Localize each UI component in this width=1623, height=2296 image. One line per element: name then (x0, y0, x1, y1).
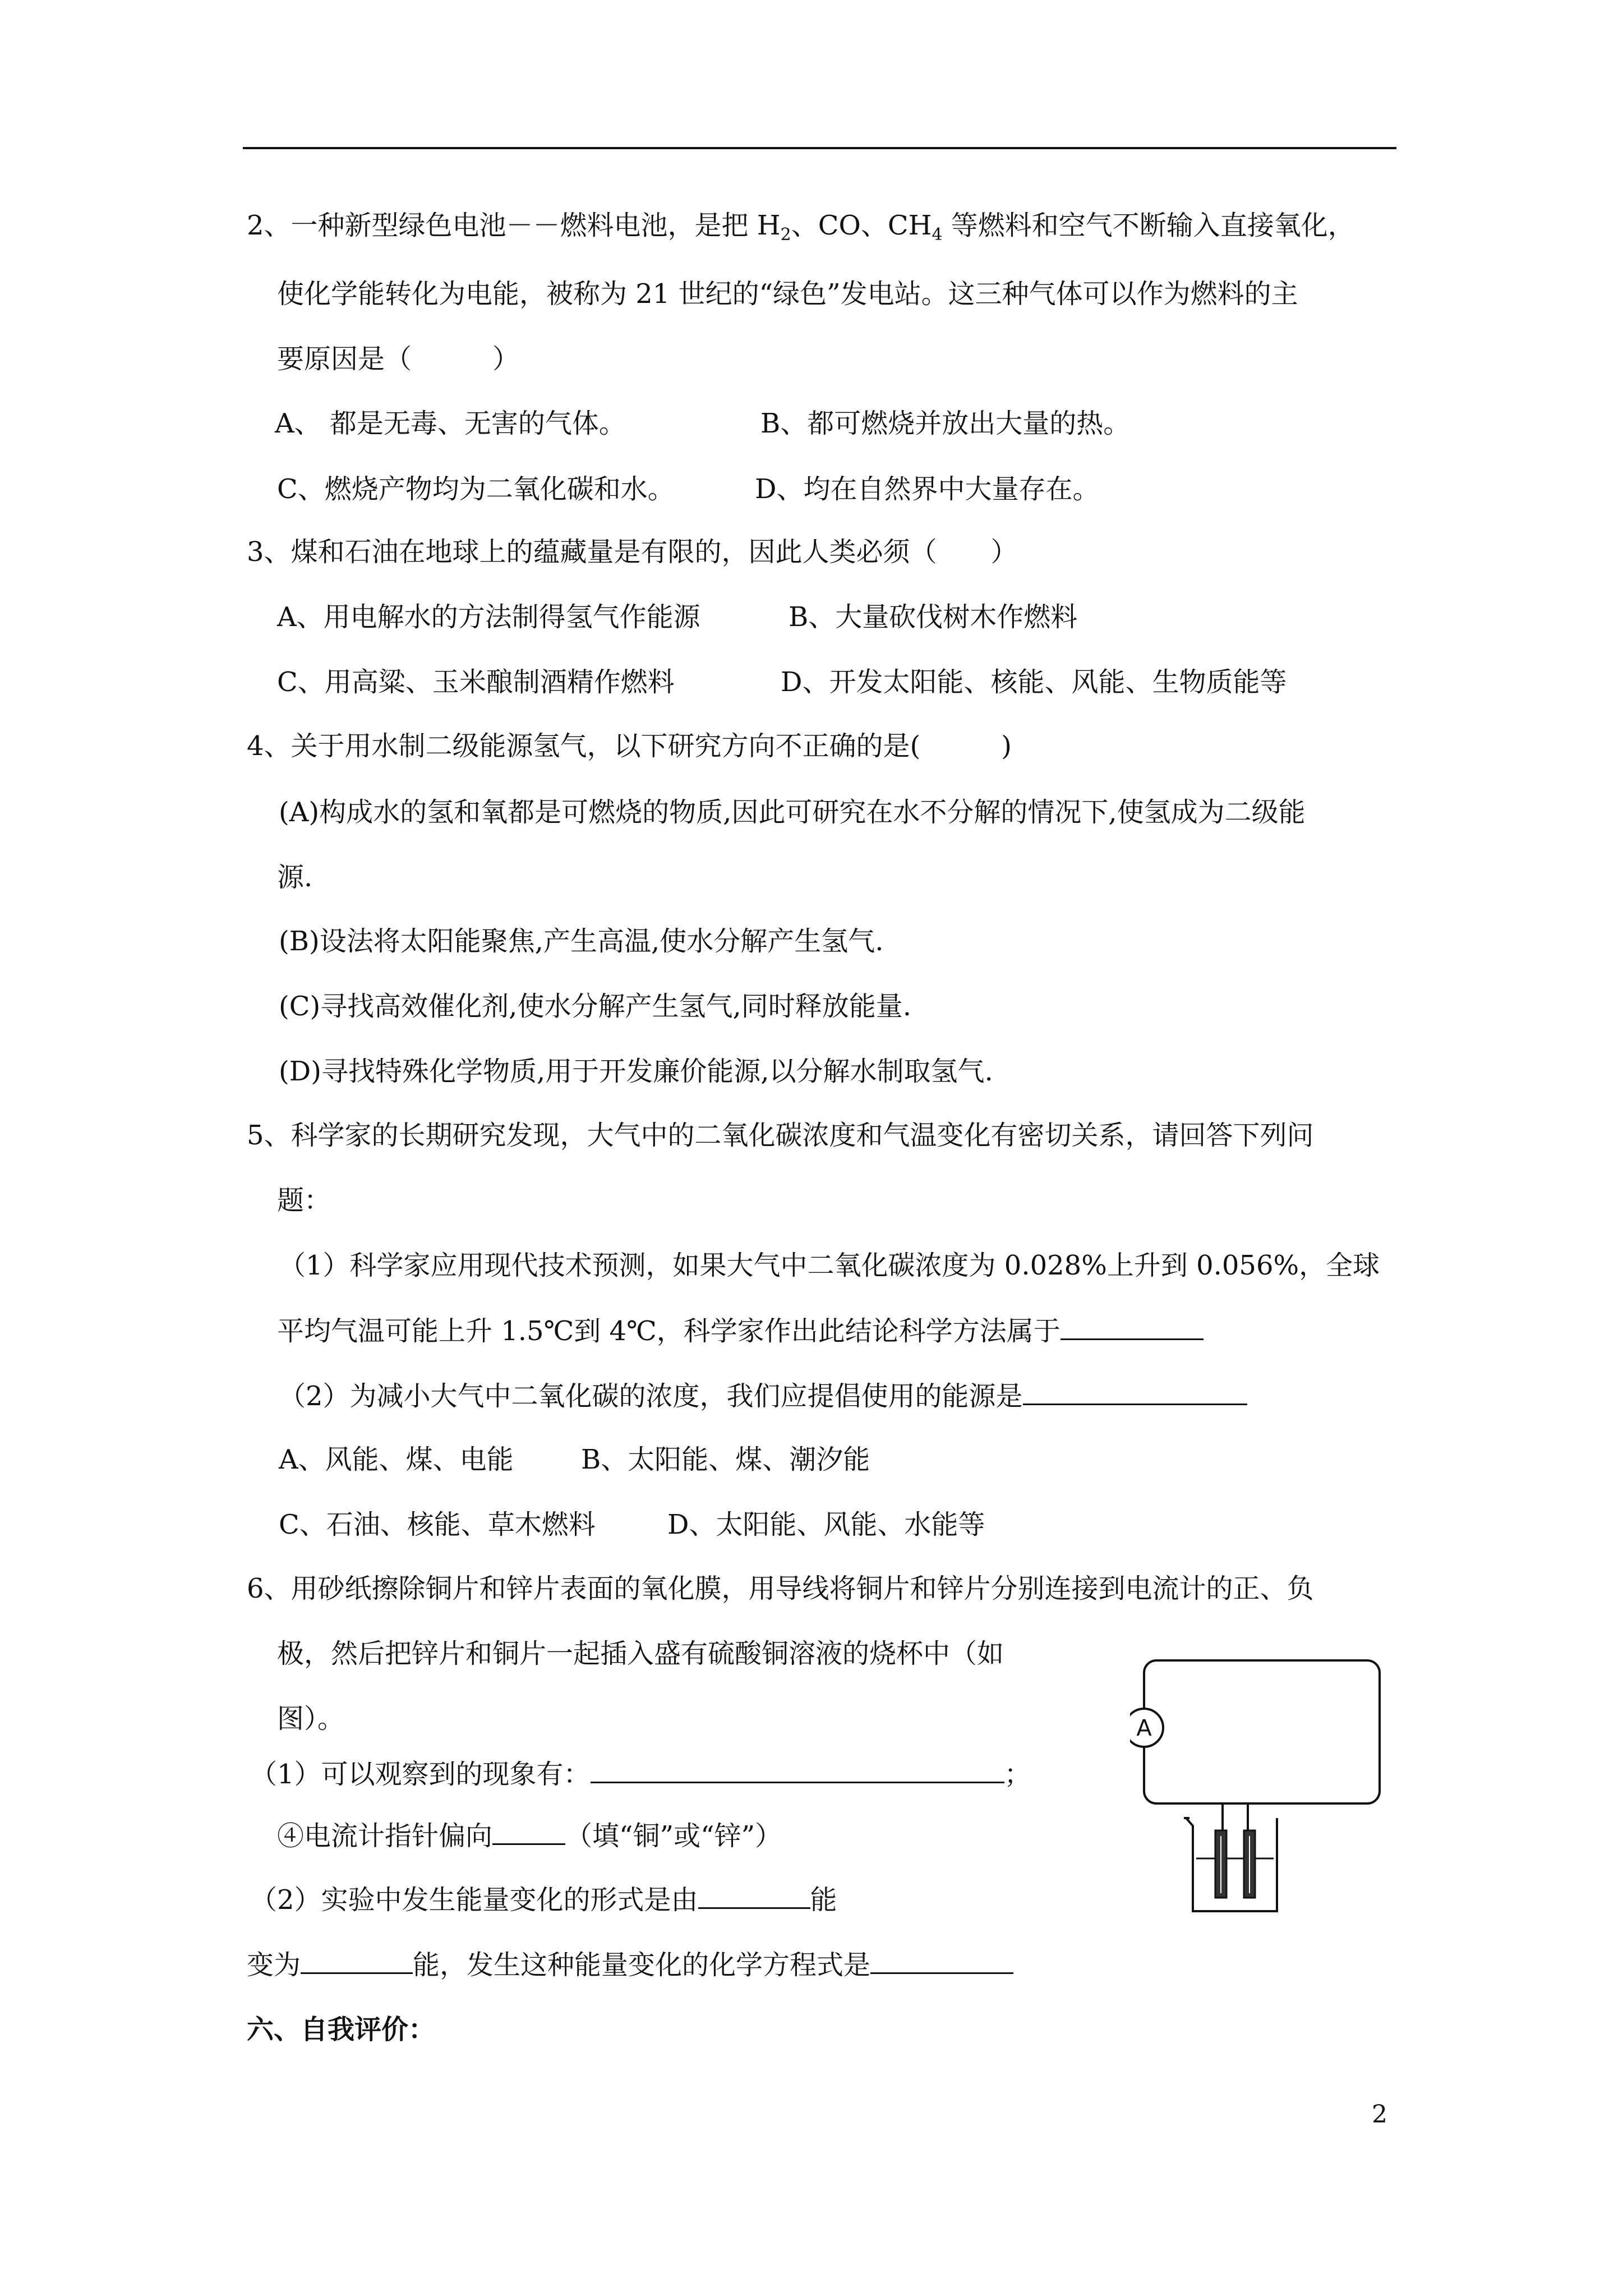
q6-part2-line-1: （2）实验中发生能量变化的形式是由 能 (250, 1883, 837, 1917)
ammeter-label: A (1136, 1715, 1152, 1741)
q5-option-d: D、太阳能、风能、水能等 (667, 1509, 985, 1540)
q4-option-a-line-2: 源. (277, 862, 313, 893)
circuit-diagram (1130, 1652, 1388, 1916)
q2-line-1: 2、一种新型绿色电池－－燃料电池，是把 $H_2$、CO、$CH_4$ 等燃料和空气不断输入直接氧化， (247, 210, 1355, 245)
q2-line-2: 使化学能转化为电能，被称为 21 世纪的“绿色”发电站。这三种气体可以作为燃料的主 (277, 278, 1298, 310)
answer-blank[interactable] (870, 1948, 1013, 1974)
beaker-icon (1186, 1818, 1277, 1911)
answer-blank[interactable] (698, 1883, 810, 1909)
q2-option-a: A、 都是无毒、无害的气体。 (275, 408, 626, 439)
answer-blank[interactable] (1061, 1314, 1204, 1340)
q4-option-b: (B)设法将太阳能聚焦,产生高温,使水分解产生氢气. (279, 926, 884, 957)
answer-blank[interactable] (1023, 1379, 1247, 1405)
q4-option-c: (C)寻找高效催化剂,使水分解产生氢气,同时释放能量. (279, 991, 911, 1022)
q3-option-d: D、开发太阳能、核能、风能、生物质能等 (781, 666, 1287, 698)
answer-blank[interactable] (591, 1757, 1004, 1783)
q6-stem-line-2: 极，然后把锌片和铜片一起插入盛有硫酸铜溶液的烧杯中（如 (277, 1638, 1004, 1669)
q4-stem: 4、关于用水制二级能源氢气，以下研究方向不正确的是( ) (247, 730, 1012, 762)
q5-part2: （2）为减小大气中二氧化碳的浓度，我们应提倡使用的能源是 (279, 1379, 1247, 1413)
q6-stem-line-3: 图）。 (277, 1703, 345, 1734)
q6-stem-line-1: 6、用砂纸擦除铜片和锌片表面的氧化膜，用导线将铜片和锌片分别连接到电流计的正、负 (247, 1573, 1314, 1604)
q3-option-b: B、大量砍伐树木作燃料 (789, 601, 1078, 633)
header-rule (243, 147, 1396, 149)
q5-part1-line-1: （1）科学家应用现代技术预测，如果大气中二氧化碳浓度为 0.028%上升到 0.056%，全球 (279, 1250, 1380, 1281)
q3-option-a: A、用电解水的方法制得氢气作能源 (277, 601, 700, 633)
q2-line-3: 要原因是（ ） (277, 343, 520, 375)
q5-option-b: B、太阳能、煤、潮汐能 (581, 1444, 870, 1475)
q2-option-d: D、均在自然界中大量存在。 (755, 473, 1100, 505)
section-self-evaluation: 六、自我评价： (247, 2014, 436, 2045)
q6-part1-sub: ④电流计指针偏向 （填“铜”或“锌”） (277, 1819, 782, 1853)
answer-blank[interactable] (492, 1819, 565, 1845)
answer-blank[interactable] (301, 1948, 413, 1974)
circuit-wire (1144, 1660, 1380, 1803)
q4-option-a-line-1: (A)构成水的氢和氧都是可燃烧的物质,因此可研究在水不分解的情况下,使氢成为二级能 (279, 797, 1306, 828)
q5-stem-line-2: 题： (277, 1185, 331, 1216)
q4-option-d: (D)寻找特殊化学物质,用于开发廉价能源,以分解水制取氢气. (279, 1056, 993, 1087)
q2-option-c: C、燃烧产物均为二氧化碳和水。 (277, 473, 675, 505)
q3-option-c: C、用高粱、玉米酿制酒精作燃料 (277, 666, 675, 698)
q5-part1-line-2: 平均气温可能上升 1.5℃到 4℃，科学家作出此结论科学方法属于 (277, 1314, 1204, 1348)
page-number: 2 (1372, 2100, 1387, 2129)
q5-option-a: A、风能、煤、电能 (279, 1444, 514, 1475)
q6-part2-line-2: 变为 能，发生这种能量变化的化学方程式是 (247, 1948, 1013, 1982)
q6-part1: （1）可以观察到的现象有： ； (250, 1757, 1031, 1791)
q5-stem-line-1: 5、科学家的长期研究发现，大气中的二氧化碳浓度和气温变化有密切关系，请回答下列问 (247, 1120, 1314, 1151)
q5-option-c: C、石油、核能、草木燃料 (279, 1509, 596, 1540)
q3-stem: 3、煤和石油在地球上的蕴藏量是有限的，因此人类必须（ ） (247, 536, 1018, 568)
q2-option-b: B、都可燃烧并放出大量的热。 (760, 408, 1131, 439)
